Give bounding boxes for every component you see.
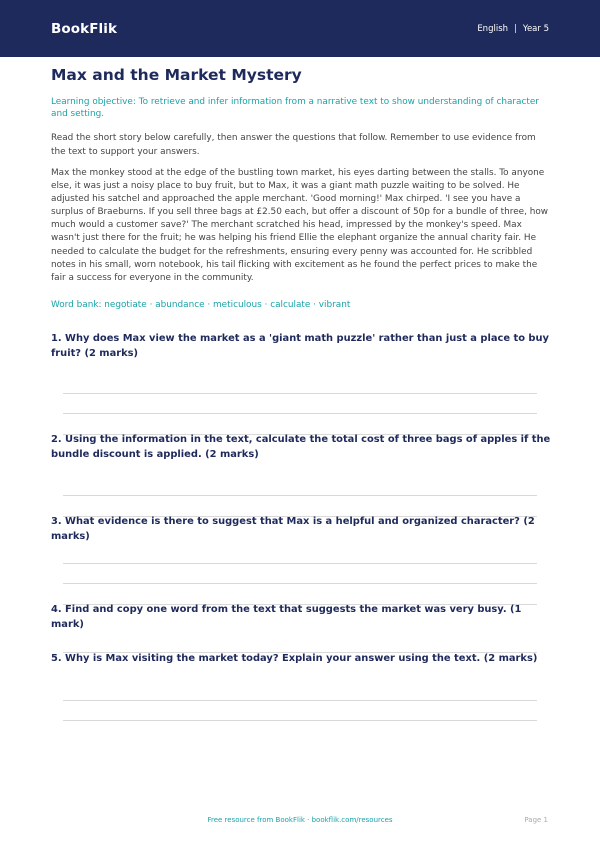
subject-label: English — [477, 23, 509, 34]
question-1: 1. Why does Max view the market as a 'giant math puzzle' rather than just a place to buy fruit? (2 marks) — [51, 333, 549, 359]
year-label: Year 5 — [522, 23, 549, 34]
story-text: Max the monkey stood at the edge of the bustling town market, his eyes darting between the stalls. To anyone else, it was just a noisy place to buy fruit, but to Max, it was a giant math puzzle waiting to be solved. He adjusted his satchel and approached the apple merchant. 'Good morning!' Max chirped. 'I see you have a surplus of Braeburns. If you sell three bags at £2.50 each, but offer a discount of 50p for a bundle of three, how much would a customer save?' The merchant scratched his head, impressed by the monkey's speed. Max wasn't just there for the fruit; he was helping his friend Ellie the elephant organize the annual charity fair. He needed to calculate the budget for the refreshments, ensuring every penny was accounted for. He scribbled notes in his small, worn notebook, his tail flicking with excitement as he found the perfect prices to make the fair a success for everyone in the community. — [51, 168, 549, 283]
answer-line[interactable] — [63, 720, 537, 721]
question-4: 4. Find and copy one word from the text that suggests the market was very busy. (1 mark) — [51, 604, 522, 630]
question-3: 3. What evidence is there to suggest that Max is a helpful and organized character? (2 marks) — [51, 516, 535, 542]
answer-line[interactable] — [63, 393, 537, 394]
page-footer — [0, 816, 600, 828]
word-bank: Word bank: negotiate · abundance · meticulous · calculate · vibrant — [51, 300, 351, 310]
question-2: 2. Using the information in the text, calculate the total cost of three bags of apples if the bundle discount is applied. (2 marks) — [51, 434, 551, 460]
footer-credit: Free resource from BookFlik · bookflik.com/resources — [207, 816, 393, 824]
instructions: Read the short story below carefully, then answer the questions that follow. Remember to use evidence from the text to support your answers. — [51, 133, 536, 157]
page-number: Page 1 — [524, 816, 548, 824]
brand-logo: BookFlik — [51, 20, 118, 37]
answer-line[interactable] — [63, 583, 537, 584]
question-5: 5. Why is Max visiting the market today? Explain your answer using the text. (2 marks) — [51, 653, 538, 664]
answer-line[interactable] — [63, 413, 537, 414]
answer-line[interactable] — [63, 563, 537, 564]
page-header — [0, 0, 600, 57]
worksheet-title: Max and the Market Mystery — [51, 66, 302, 84]
answer-line[interactable] — [63, 495, 537, 496]
subject-year-info — [477, 24, 549, 34]
learning-objective: Learning objective: To retrieve and infer information from a narrative text to show understanding of character and setting. — [51, 97, 539, 120]
answer-line[interactable] — [63, 700, 537, 701]
meta-separator: | — [514, 23, 517, 34]
